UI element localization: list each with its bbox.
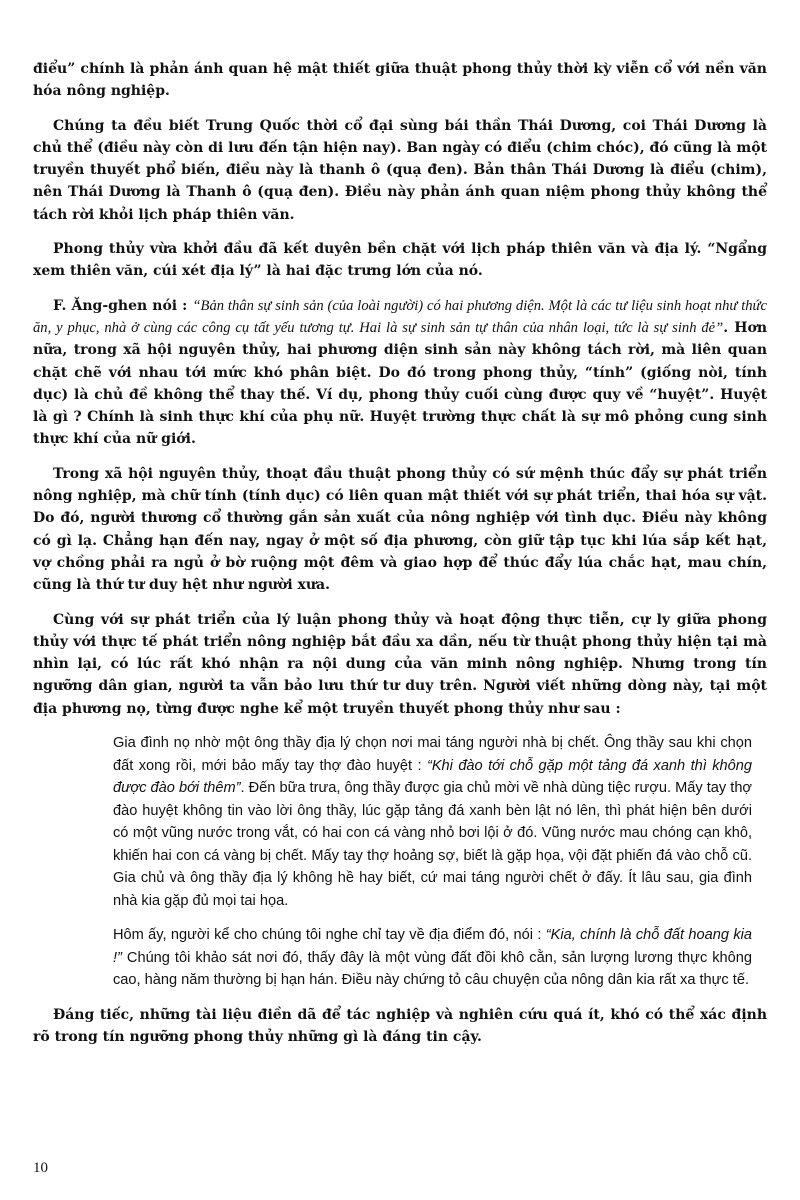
paragraph-astronomy-geography: Phong thủy vừa khởi đầu đã kết duyên bền chặt với lịch pháp thiên văn và địa lý. “Ngẩng xem thiên văn, cúi xét địa lý” là hai đặc trưng lớn của nó. [33, 241, 767, 280]
paragraph-primitive-society: Trong xã hội nguyên thủy, thoạt đầu thuật phong thủy có sứ mệnh thúc đẩy sự phát triển nông nghiệp, mà chữ tính (tính dục) có liên quan mật thiết với sự phát triển, thai hóa sự vật. Do đó, người thương cổ thường gắn sản xuất của nông nghiệp với tình dục. Điều này không có gì lạ. Chẳng hạn đến nay, ngay ở một số địa phương, còn giữ tập tục khi lúa sắp kết hạt, vợ chồng phải ra ngủ ở bờ ruộng một đêm và giao hợp để thúc đẩy lúa chắc hạt, mau chín, cũng là thứ tư duy hệt như người xưa. [33, 465, 767, 594]
paragraph-intro-continuation: điểu” chính là phản ánh quan hệ mật thiết giữa thuật phong thủy thời kỳ viễn cổ với nền văn hóa nông nghiệp. [33, 61, 767, 100]
paragraph-theory-development: Cùng với sự phát triển của lý luận phong thủy và hoạt động thực tiễn, cự ly giữa phong thủy với thực tế phát triển nông nghiệp bắt đầu xa dần, nếu từ thuật phong thủy hiện tại mà nhìn lại, có lúc rất khó nhận ra nội dung của văn minh nông nghiệp. Nhưng trong tín ngưỡng dân gian, người ta vẫn bảo lưu thứ tư duy trên. Người viết những dòng này, tại một địa phương nọ, từng được nghe kể một truyền thuyết phong thủy như sau : [33, 611, 767, 717]
folk-story-suffix: . Đến bữa trưa, ông thầy được gia chủ mời về nhà dùng tiệc rượu. Mấy tay thợ đào huyệt không tin vào lời ông thầy, lúc gặp tảng đá xanh bèn lật nó lên, thì phát hiện bên dưới có một vũng nước trong vắt, có hai con cá vàng nhỏ bơi lội ở đó. Vũng nước mau chóng cạn khô, khiến hai con cá vàng bị chết. Mấy tay thợ hoảng sợ, biết là gặp họa, vội đặt phiến đá vào chỗ cũ. Gia chủ và ông thầy địa lý không hề hay biết, cứ mai táng người chết ở đấy. Ít lâu sau, gia đình nhà kia gặp đủ mọi tai họa. [113, 780, 753, 909]
folk-story-prefix: Gia đình nọ nhờ một ông thầy địa lý chọn nơi mai táng người nhà bị chết. Ông thầy sau khi chọn đất xong rồi, mới bảo mấy tay thợ đào huyệt : [113, 735, 752, 774]
storyteller-prefix: Hôm ấy, người kể cho chúng tôi nghe chỉ tay về địa điểm đó, nói : [113, 927, 546, 944]
storyteller-emphasis: “Kia, chính là chỗ đất hoang kia !” [113, 927, 753, 966]
paragraph-thai-duong: Chúng ta đều biết Trung Quốc thời cổ đại sùng bái thần Thái Dương, coi Thái Dương là chủ thể (điều này còn di lưu đến tận hiện nay). Ban ngày có điểu (chim chóc), đó cũng là một truyền thuyết phổ biến, điều này là thanh ô (quạ đen). Bản thân Thái Dương là điểu (chim), nên Thái Dương là Thanh ô (quạ đen). Điều này phản ánh quan niệm phong thủy không thể tách rời khỏi lịch pháp thiên văn. [33, 117, 767, 223]
paragraph-closing: Đáng tiếc, những tài liệu điền dã để tác nghiệp và nghiên cứu quá ít, khó có thể xác định rõ trong tín ngưỡng phong thủy những gì là đáng tin cậy. [33, 1006, 767, 1045]
folk-story-paragraph [113, 732, 752, 912]
storyteller-suffix: Chúng tôi khảo sát nơi đó, thấy đây là một vùng đất đồi khô cằn, sản lượng lương thực không cao, hàng năm thường bị hạn hán. Điều này chứng tỏ câu chuyện của nông dân kia rất xa thực tế. [113, 949, 752, 989]
engels-suffix: . Hơn nữa, trong xã hội nguyên thủy, hai phương diện sinh sản này không tách rời, mà liên quan chặt chẽ với nhau tới mức khó phân biệt. Do đó trong phong thủy, “tính” (giống nòi, tính dục) là chủ đề không thể thay thế. Ví dụ, phong thủy cuối cùng được quy về “huyệt”. Huyệt là gì ? Chính là sinh thực khí của phụ nữ. Huyệt trường thực chất là sự mô phỏng cung sinh thực khí của nữ giới. [33, 319, 767, 448]
folk-story-quote-block [113, 732, 752, 992]
engels-quote: “Bản thân sự sinh sản (của loài người) có hai phương diện. Một là các tư liệu sinh hoạt như thức ăn, y phục, nhà ở cùng các công cụ tất yếu tương tự. Hai là sự sinh sản tự thân của nhân loại, tức là sự sinh đẻ” [33, 297, 767, 336]
folk-story-emphasis: “Khi đào tới chỗ gặp một tảng đá xanh thì không được đào bới thêm” [113, 757, 752, 797]
paragraph-engels-quote [33, 295, 767, 451]
page-number: 10 [33, 1160, 48, 1176]
engels-prefix: F. Ăng-ghen nói : [53, 297, 193, 314]
storyteller-paragraph [113, 924, 752, 992]
